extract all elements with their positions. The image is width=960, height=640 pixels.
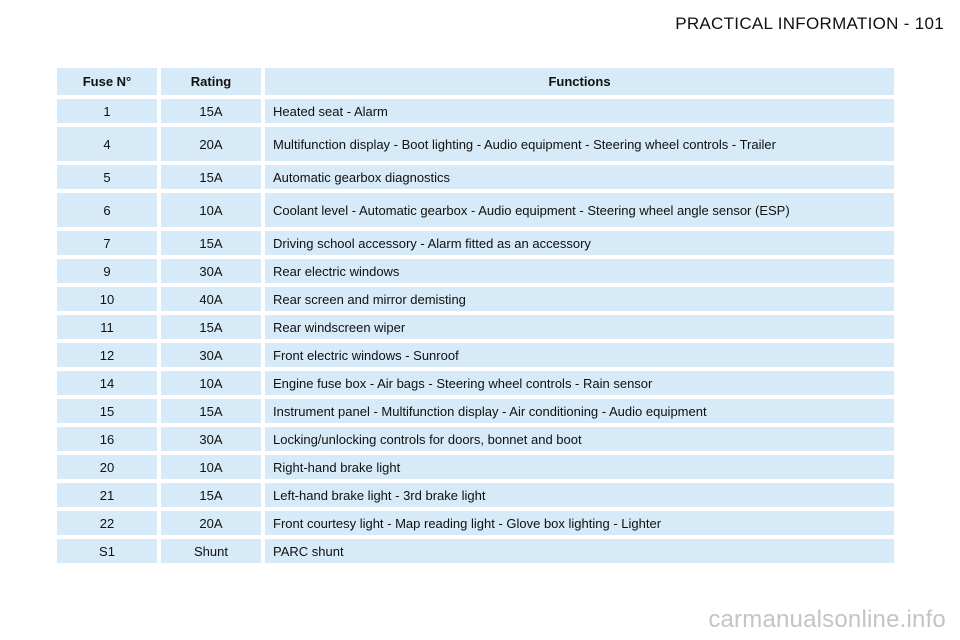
rating-cell: 15A <box>161 99 261 123</box>
rating-cell: 30A <box>161 427 261 451</box>
table-row <box>57 287 894 311</box>
fuse-number-cell: 22 <box>57 511 157 535</box>
table-row <box>57 127 894 161</box>
column-header-fuse: Fuse N° <box>57 68 157 95</box>
functions-cell: Automatic gearbox diagnostics <box>265 165 894 189</box>
rating-cell: 15A <box>161 165 261 189</box>
table-row <box>57 343 894 367</box>
table-row <box>57 259 894 283</box>
rating-cell: 20A <box>161 127 261 161</box>
functions-cell: Coolant level - Automatic gearbox - Audio equipment - Steering wheel angle sensor (ESP) <box>265 193 894 227</box>
fuse-number-cell: 9 <box>57 259 157 283</box>
functions-cell: Engine fuse box - Air bags - Steering wheel controls - Rain sensor <box>265 371 894 395</box>
table-row <box>57 399 894 423</box>
rating-cell: 20A <box>161 511 261 535</box>
table-row <box>57 165 894 189</box>
rating-cell: 15A <box>161 231 261 255</box>
fuse-number-cell: 15 <box>57 399 157 423</box>
table-row <box>57 371 894 395</box>
page-title: PRACTICAL INFORMATION - 101 <box>675 14 944 33</box>
table-row <box>57 99 894 123</box>
rating-cell: 10A <box>161 193 261 227</box>
fuse-number-cell: 4 <box>57 127 157 161</box>
rating-cell: Shunt <box>161 539 261 563</box>
table-row <box>57 193 894 227</box>
table-row <box>57 539 894 563</box>
fuse-number-cell: 5 <box>57 165 157 189</box>
functions-cell: Instrument panel - Multifunction display - Air conditioning - Audio equipment <box>265 399 894 423</box>
table-row <box>57 483 894 507</box>
column-header-functions: Functions <box>265 68 894 95</box>
column-header-rating: Rating <box>161 68 261 95</box>
functions-cell: Right-hand brake light <box>265 455 894 479</box>
watermark: carmanualsonline.info <box>708 606 946 633</box>
fuse-number-cell: 6 <box>57 193 157 227</box>
fuse-number-cell: 16 <box>57 427 157 451</box>
table-row <box>57 455 894 479</box>
fuse-number-cell: 7 <box>57 231 157 255</box>
fuse-number-cell: 11 <box>57 315 157 339</box>
rating-cell: 15A <box>161 315 261 339</box>
fuse-number-cell: 12 <box>57 343 157 367</box>
functions-cell: Heated seat - Alarm <box>265 99 894 123</box>
functions-cell: Rear electric windows <box>265 259 894 283</box>
functions-cell: Front courtesy light - Map reading light - Glove box lighting - Lighter <box>265 511 894 535</box>
functions-cell: Front electric windows - Sunroof <box>265 343 894 367</box>
fuse-number-cell: 21 <box>57 483 157 507</box>
fuse-number-cell: 1 <box>57 99 157 123</box>
functions-cell: Rear windscreen wiper <box>265 315 894 339</box>
rating-cell: 10A <box>161 455 261 479</box>
fuse-number-cell: 20 <box>57 455 157 479</box>
fuse-table <box>53 64 898 567</box>
rating-cell: 15A <box>161 399 261 423</box>
functions-cell: Locking/unlocking controls for doors, bonnet and boot <box>265 427 894 451</box>
fuse-table-body <box>57 99 894 563</box>
fuse-number-cell: 10 <box>57 287 157 311</box>
functions-cell: Rear screen and mirror demisting <box>265 287 894 311</box>
table-row <box>57 231 894 255</box>
functions-cell: Multifunction display - Boot lighting - Audio equipment - Steering wheel controls - Trailer <box>265 127 894 161</box>
table-row <box>57 427 894 451</box>
table-row <box>57 511 894 535</box>
table-header-row <box>57 68 894 95</box>
table-row <box>57 315 894 339</box>
functions-cell: Left-hand brake light - 3rd brake light <box>265 483 894 507</box>
fuse-number-cell: S1 <box>57 539 157 563</box>
rating-cell: 10A <box>161 371 261 395</box>
rating-cell: 40A <box>161 287 261 311</box>
rating-cell: 30A <box>161 343 261 367</box>
rating-cell: 30A <box>161 259 261 283</box>
functions-cell: Driving school accessory - Alarm fitted as an accessory <box>265 231 894 255</box>
fuse-number-cell: 14 <box>57 371 157 395</box>
rating-cell: 15A <box>161 483 261 507</box>
functions-cell: PARC shunt <box>265 539 894 563</box>
